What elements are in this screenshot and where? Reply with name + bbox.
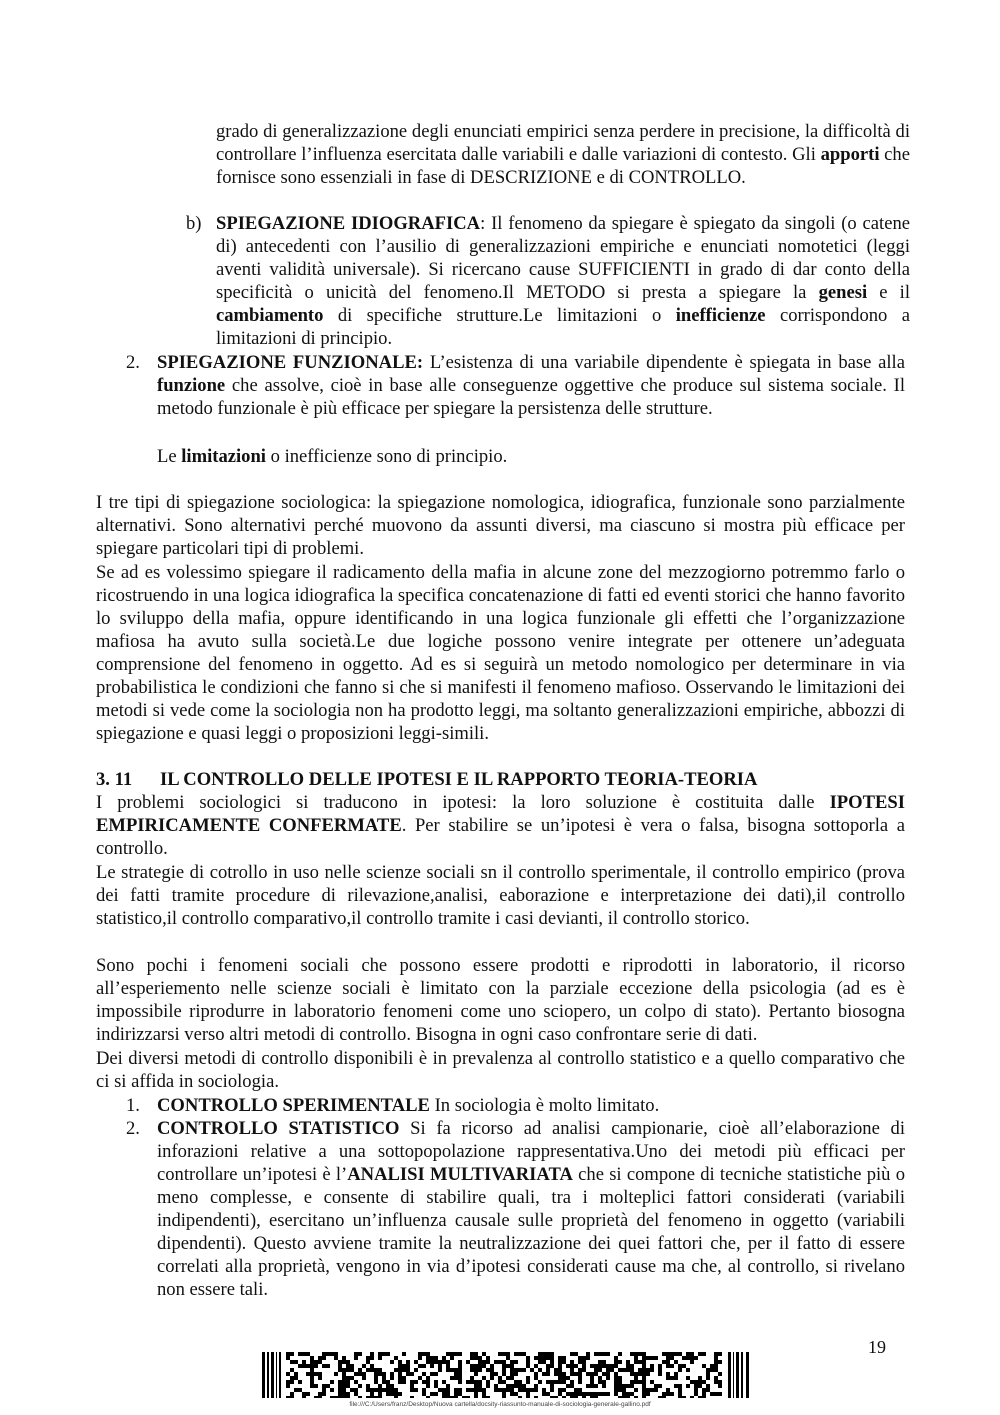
paragraph-three-types: I tre tipi di spiegazione sociologica: la spiegazione nomologica, idiografica, funzionale sono parzialmente alternativi. Sono alternativi perché muovono da assunti diversi, ma ciascuno si mostra più efficace per spiegare particolari tipi di problemi. [96, 492, 905, 559]
file-path-footer: file:///C:/Users/franz/Desktop/Nuova cartella/docsity-riassunto-manuale-di-sociologia-generale-gallino.pdf [349, 1401, 651, 1408]
idiographic-title: SPIEGAZIONE IDIOGRAFICA [216, 213, 481, 234]
functional-limitations-note: Le limitazioni o inefficienze sono di principio. [157, 446, 508, 467]
paragraph-control-methods: Dei diversi metodi di controllo disponibili è in prevalenza al controllo statistico e a quello comparativo che ci si affida in sociologia. [96, 1048, 905, 1092]
section-number: 3. 11 [96, 769, 133, 790]
paragraph-control-strategies: Le strategie di cotrollo in uso nelle scienze sociali sn il controllo sperimentale, il controllo empirico (prova dei fatti tramite procedure di rilevazione,analisi, eaborazione e interpretazione dei dati),il controllo statistico,il controllo comparativo,il controllo tramite i casi devianti, il controllo storico. [96, 862, 905, 929]
section-title: IL CONTROLLO DELLE IPOTESI E IL RAPPORTO TEORIA-TEORIA [160, 769, 758, 790]
list-marker-1: 1. [126, 1095, 140, 1116]
explanation-functional: SPIEGAZIONE FUNZIONALE: L’esistenza di una variabile dipendente è spiegata in base alla funzione che assolve, cioè in base alle conseguenze oggettive che produce sul sistema sociale. Il metodo funzionale è più efficace per spiegare la persistenza delle strutture. [157, 352, 905, 419]
list-marker-2b: 2. [126, 1118, 140, 1139]
explanation-nomological-continued: grado di generalizzazione degli enunciati empirici senza perdere in precisione, la difficoltà di controllare l’influenza esercitata dalle variabili e dalle variazioni di contesto. Gli apporti che fornisce sono essenziali in fase di DESCRIZIONE e di CONTROLLO. [216, 121, 910, 188]
paragraph-mafia-example: Se ad es volessimo spiegare il radicamento della mafia in alcune zone del mezzogiorno potremmo farlo o ricostruendo in una logica idiografica la specifica concatenazione di fatti ed eventi storici che hanno favorito lo sviluppo della mafia, oppure identificando in una logica funzionale gli effetti che l’organizzazione mafiosa ha avuto sulla società.Le due logiche possono venire integrate per ottenere un’adeguata comprensione del fenomeno in oggetto. Ad es si seguirà un metodo nomologico per determinare in via probabilistica le condizioni che fanno si che si manifesti il fenomeno mafioso. Osservando le limitazioni dei metodi si vede come la sociologia non ha prodotto leggi, ma soltanto generalizzazioni empiriche, abbozzi di spiegazione e quasi leggi o proposizioni leggi-simili. [96, 562, 905, 744]
functional-title: SPIEGAZIONE FUNZIONALE: [157, 352, 424, 373]
list-marker-b: b) [186, 213, 202, 234]
section-heading [96, 768, 905, 791]
barcode-icon [262, 1352, 750, 1398]
list-item-experimental-control: CONTROLLO SPERIMENTALE In sociologia è molto limitato. [157, 1095, 660, 1116]
list-item-statistical-control: CONTROLLO STATISTICO Si fa ricorso ad analisi campionarie, cioè all’elaborazione di inforazioni relative a una sottopopolazione rappresentativa.Uno dei metodi più efficaci per controllare un’ipotesi è l’ANALISI MULTIVARIATA che si compone di tecniche statistiche più o meno complesse, e consente di stabilire quali, tra i molteplici fattori considerati (variabili indipendenti), esercitano un’influenza causale sulle proprietà del fenomeno in oggetto (variabili dipendenti). Questo avviene tramite la neutralizzazione dei quei fattori che, per il fatto di essere correlati alla proprietà, vengono in via d’ipotesi considerati cause ma che, al controllo, si rivelano non essere tali. [157, 1118, 905, 1300]
explanation-idiographic: SPIEGAZIONE IDIOGRAFICA: Il fenomeno da spiegare è spiegato da singoli (o catene di) antecedenti con l’ausilio di generalizzazioni empiriche e enunciati nomotetici (leggi aventi validità universale). Si ricercano cause SUFFICIENTI in grado di dar conto della specificità o unicità del fenomeno.Il METODO si presta a spiegare la genesi e il cambiamento di specifiche strutture.Le limitazioni o inefficienze corrispondono a limitazioni di principio. [216, 213, 911, 349]
list-marker-2: 2. [126, 352, 140, 373]
paragraph-hypotheses: I problemi sociologici si traducono in ipotesi: la loro soluzione è costituita dalle IPOTESI EMPIRICAMENTE CONFERMATE. Per stabilire se un’ipotesi è vera o falsa, bisogna sottoporla a controllo. [96, 792, 905, 859]
page-number: 19 [868, 1337, 886, 1357]
paragraph-laboratory: Sono pochi i fenomeni sociali che possono essere prodotti e riprodotti in laboratorio, il ricorso all’esperiemento nelle scienze sociali è limitato con la parziale eccezione della psicologia (ad es è impossibile riprodurre in laboratorio fenomeni come uno sciopero, un colpo di stato). Pertanto biosogna indirizzarsi verso altri metodi di controllo. Bisogna in ogni caso confrontare serie di dati. [96, 955, 905, 1045]
